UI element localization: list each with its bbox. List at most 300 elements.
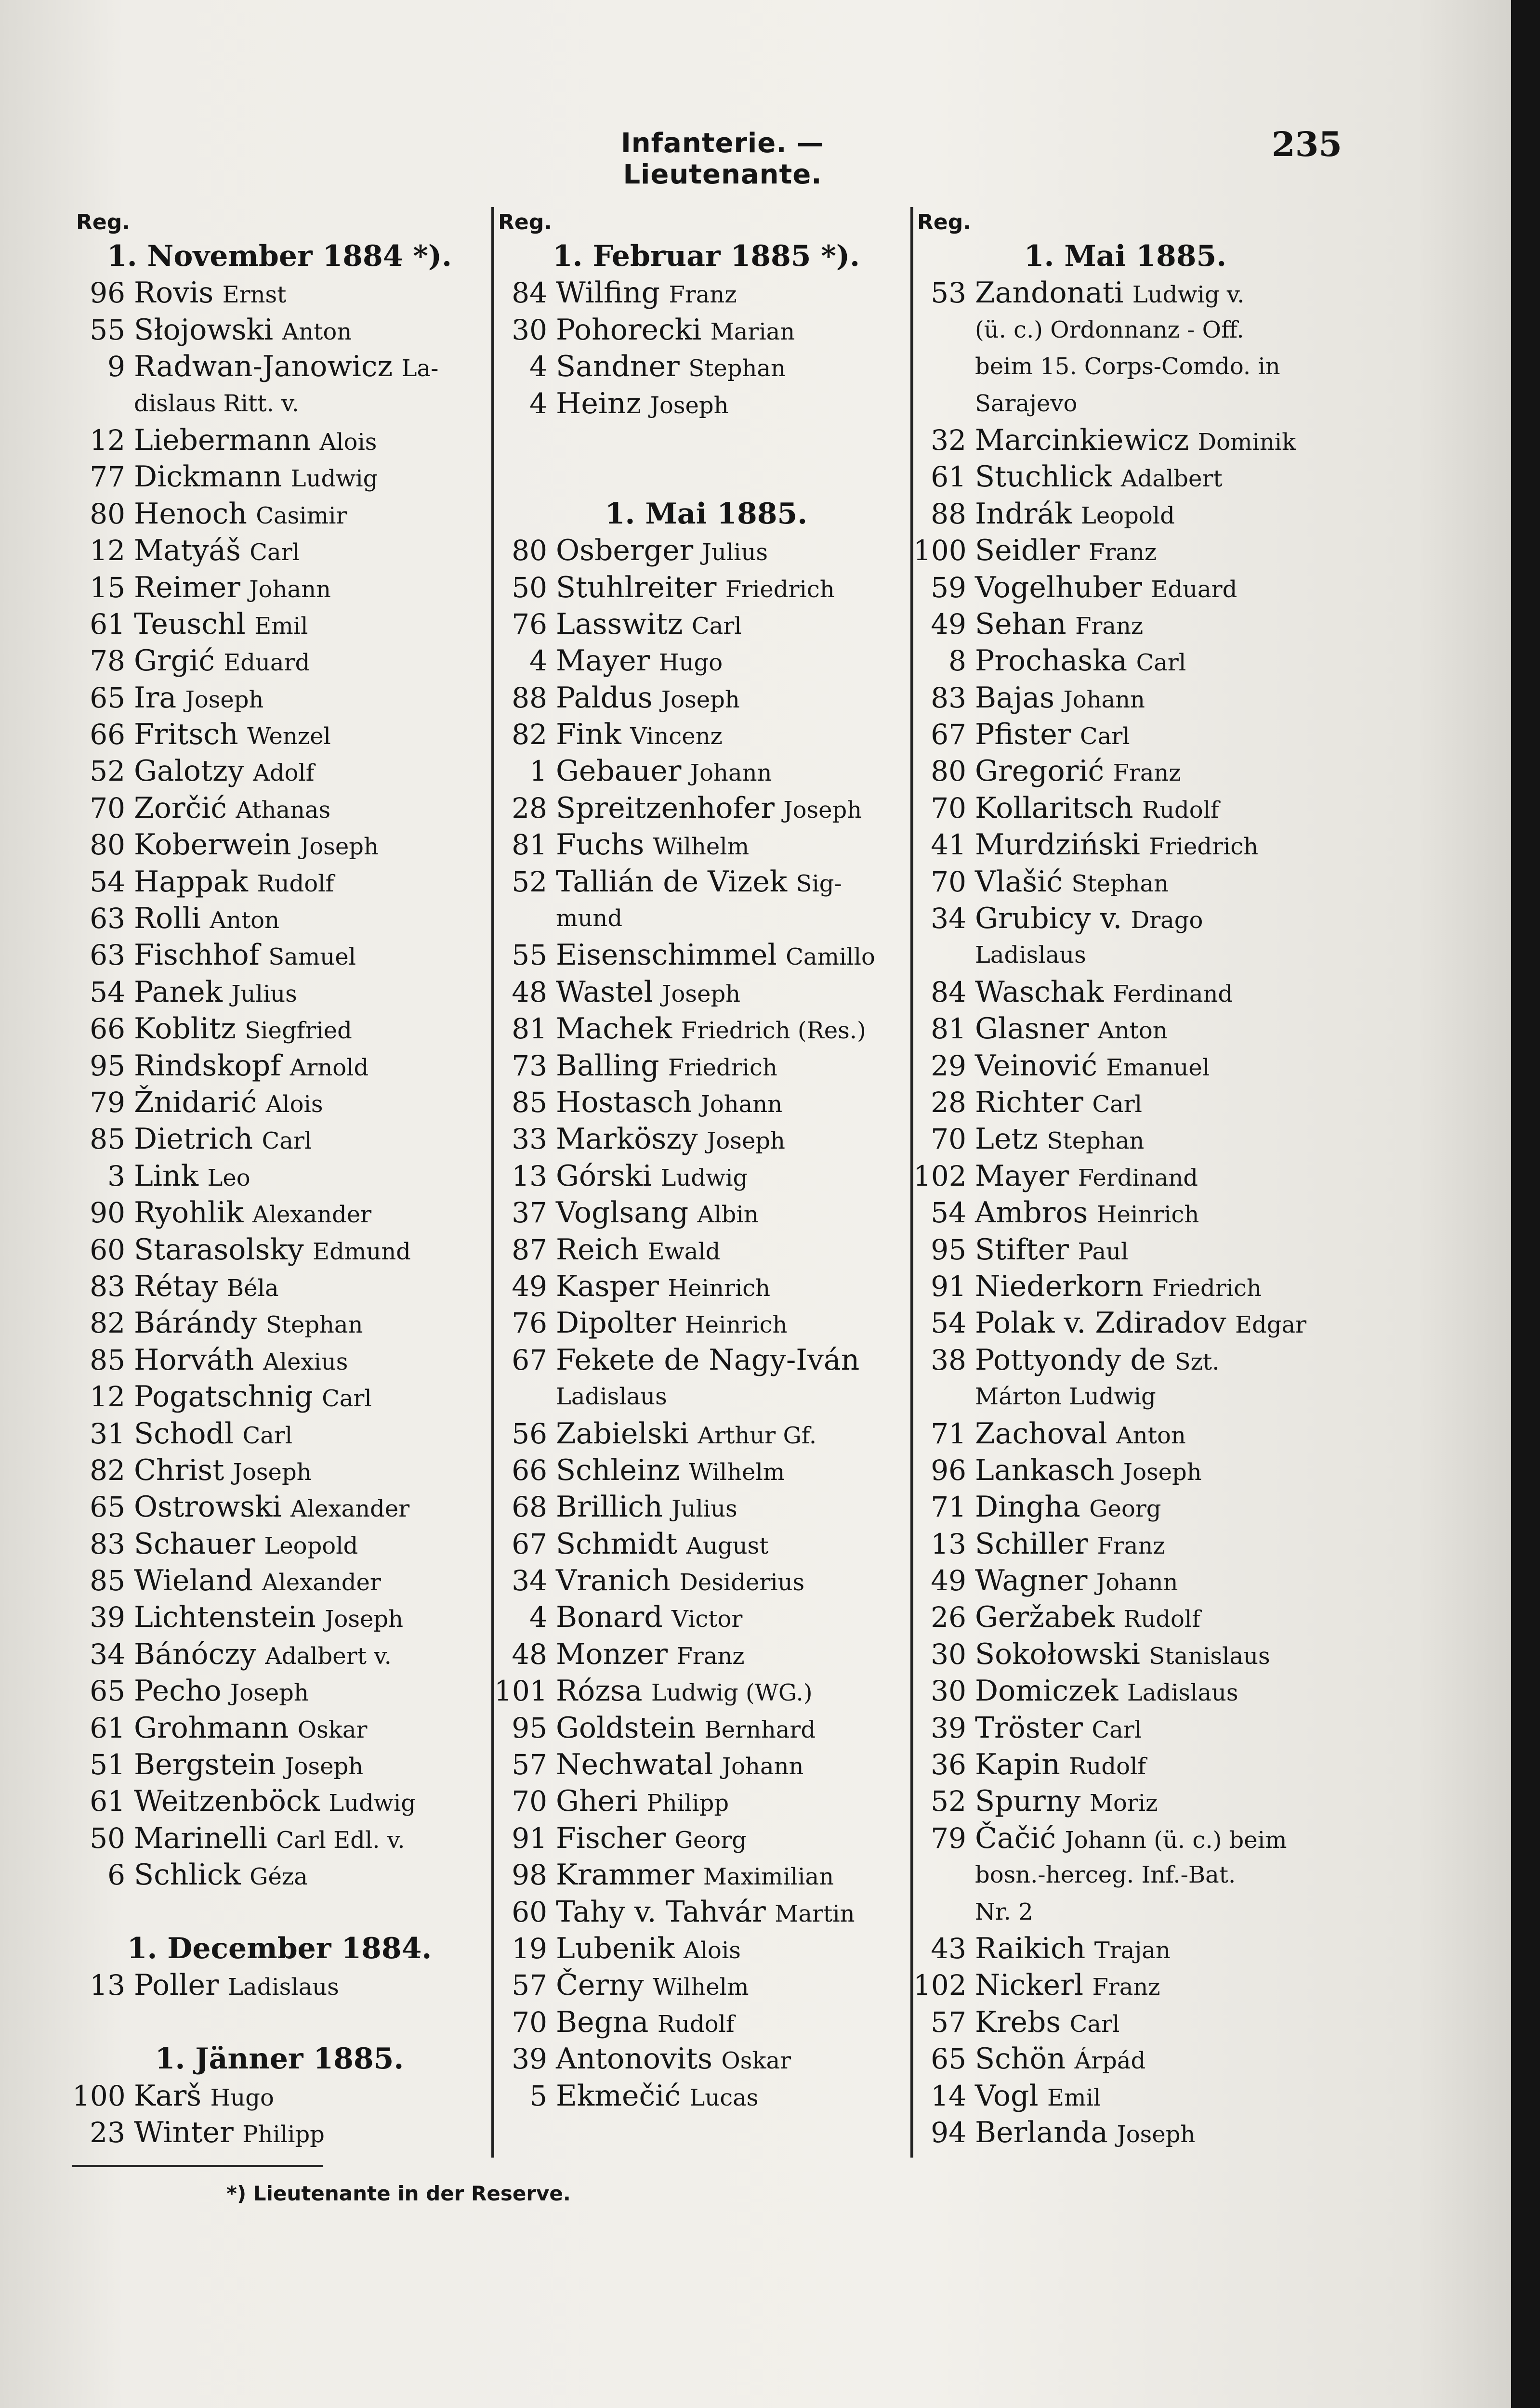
surname: Krebs	[975, 2005, 1061, 2039]
surname: Pogatschnig	[134, 1380, 313, 1414]
entry-continuation: Ladislaus	[556, 1383, 667, 1411]
surname: Mayer	[556, 644, 650, 678]
given-name: Johann	[690, 759, 772, 787]
officer-entry	[913, 1047, 1337, 1084]
officer-entry	[72, 1231, 487, 1268]
given-name: Julius	[671, 1495, 737, 1523]
regiment-number: 96	[90, 276, 125, 310]
given-name: Carl	[1069, 2010, 1120, 2038]
officer-entry	[913, 1268, 1337, 1305]
regiment-number: 13	[931, 1527, 966, 1560]
given-name: Friedrich	[725, 576, 835, 603]
given-name: Rudolf	[1123, 1606, 1201, 1633]
officer-entry	[494, 606, 918, 642]
given-name: Franz	[1092, 1974, 1160, 2001]
regiment-number: 61	[931, 460, 966, 494]
regiment-number: 34	[90, 1637, 125, 1671]
surname: Prochaska	[975, 644, 1128, 678]
regiment-number: 101	[494, 1675, 548, 1708]
surname: Rindskopf	[134, 1048, 281, 1083]
officer-entry	[494, 1857, 918, 1893]
reg-label: Reg.	[76, 210, 130, 235]
date-heading: 1. Mai 1885.	[1024, 239, 1227, 273]
regiment-number: 67	[512, 1527, 547, 1560]
surname: Radwan-Janowicz	[134, 350, 393, 384]
given-name: Alois	[319, 428, 377, 456]
regiment-number: 90	[90, 1196, 125, 1230]
surname: Dingha	[975, 1490, 1080, 1524]
given-name: Joseph	[325, 1606, 404, 1633]
officer-entry	[913, 496, 1337, 532]
regiment-number: 70	[931, 1123, 966, 1156]
officer-entry	[913, 1084, 1337, 1121]
given-name: Lucas	[689, 2084, 759, 2111]
given-name: Ladislaus	[228, 1974, 339, 2001]
regiment-number: 3	[107, 1159, 125, 1192]
officer-entry	[72, 680, 487, 716]
given-name: Ludwig	[660, 1164, 748, 1191]
surname: Fischhof	[134, 938, 260, 972]
officer-entry	[913, 1489, 1337, 1525]
given-name: Samuel	[268, 943, 356, 971]
regiment-number: 49	[931, 607, 966, 641]
surname: Sokołowski	[975, 1637, 1140, 1671]
officer-entry	[494, 1562, 918, 1599]
officer-entry	[72, 900, 487, 937]
regiment-number: 50	[512, 571, 547, 604]
surname: Richter	[975, 1085, 1083, 1119]
surname: Tallián de Vizek	[556, 864, 788, 899]
regiment-number: 80	[90, 497, 125, 530]
surname: Fuchs	[556, 828, 645, 862]
officer-entry	[913, 1967, 1337, 2003]
given-name: Julius	[231, 980, 297, 1008]
given-name: Leopold	[264, 1532, 358, 1559]
regiment-number: 83	[90, 1527, 125, 1560]
surname: Schodl	[134, 1416, 234, 1451]
regiment-number: 41	[931, 828, 966, 862]
regiment-number: 76	[512, 607, 547, 641]
entry-continuation: (ü. c.) Ordonnanz - Off.	[975, 316, 1244, 343]
page-edge-shadow	[1511, 0, 1540, 2408]
given-name: Alois	[684, 1937, 741, 1964]
officer-entry	[494, 974, 918, 1010]
officer-entry	[913, 569, 1337, 606]
regiment-number: 32	[931, 423, 966, 457]
given-name: Stephan	[1047, 1127, 1145, 1155]
officer-entry	[72, 937, 487, 973]
regiment-number: 76	[512, 1307, 547, 1340]
given-name: Carl	[1092, 1716, 1142, 1743]
given-name: Ludwig (WG.)	[651, 1679, 813, 1707]
surname: Schleinz	[556, 1453, 680, 1487]
officer-entry	[72, 1342, 487, 1378]
spacer	[494, 458, 918, 495]
regiment-number: 71	[931, 1417, 966, 1450]
officer-entry	[913, 1010, 1337, 1047]
officer-entry	[913, 1231, 1337, 1268]
officer-entry	[72, 496, 487, 532]
surname: Letz	[975, 1122, 1039, 1156]
given-name: Maximilian	[703, 1863, 834, 1891]
officer-entry	[72, 1526, 487, 1562]
given-name: Heinrich	[1096, 1201, 1199, 1229]
officer-entry	[494, 680, 918, 716]
surname: Fekete de Nagy-Iván	[556, 1343, 860, 1377]
regiment-number: 48	[512, 975, 547, 1008]
surname: Grgić	[134, 644, 215, 678]
officer-entry	[494, 1231, 918, 1268]
officer-entry	[494, 1673, 918, 1709]
surname: Grohmann	[134, 1711, 289, 1745]
officer-entry	[494, 826, 918, 863]
regiment-number: 81	[512, 1012, 547, 1046]
given-name: Franz	[1113, 759, 1181, 787]
given-name: Vincenz	[630, 723, 723, 750]
footnote: *) Lieutenante in der Reserve.	[226, 2182, 571, 2205]
officer-entry	[72, 1158, 487, 1194]
given-name: Wenzel	[247, 723, 331, 750]
surname: Berlanda	[975, 2115, 1108, 2149]
regiment-number: 4	[529, 644, 547, 678]
surname: Vranich	[556, 1564, 671, 1598]
officer-entry	[913, 1305, 1337, 1341]
surname: Machek	[556, 1012, 672, 1046]
regiment-number: 80	[512, 534, 547, 567]
given-name: Siegfried	[245, 1017, 352, 1045]
officer-entry	[72, 458, 487, 495]
officer-entry	[494, 1194, 918, 1231]
surname: Panek	[134, 975, 223, 1009]
given-name: Anton	[210, 907, 279, 934]
surname: Christ	[134, 1453, 224, 1487]
regiment-number: 29	[931, 1049, 966, 1082]
officer-entry	[494, 2078, 918, 2114]
regiment-number: 63	[90, 902, 125, 935]
column-left	[72, 207, 487, 2158]
regiment-number: 91	[931, 1269, 966, 1303]
surname: Čačić	[975, 1821, 1056, 1855]
spacer	[72, 1894, 487, 1930]
regiment-number: 66	[90, 1012, 125, 1046]
regiment-number: 67	[512, 1343, 547, 1376]
officer-entry	[913, 1342, 1337, 1378]
officer-entry	[494, 790, 918, 826]
regiment-number: 9	[107, 350, 125, 383]
officer-entry	[494, 1452, 918, 1489]
surname: Fink	[556, 718, 621, 752]
given-name: La-	[401, 355, 439, 382]
surname: Černy	[556, 1968, 644, 2002]
regiment-number: 80	[90, 828, 125, 862]
officer-entry	[72, 1194, 487, 1231]
given-name: Johann	[249, 576, 331, 603]
surname: Bánóczy	[134, 1637, 256, 1671]
regiment-number: 13	[90, 1969, 125, 2002]
regiment-number: 55	[90, 313, 125, 346]
regiment-number: 4	[529, 387, 547, 420]
surname: Raikich	[975, 1931, 1086, 1965]
regiment-number: 70	[90, 791, 125, 824]
given-name: Ewald	[647, 1238, 721, 1265]
given-name: Leopold	[1081, 502, 1175, 529]
regiment-number: 96	[931, 1453, 966, 1487]
surname: Polak v. Zdiradov	[975, 1306, 1226, 1340]
regiment-number: 85	[90, 1123, 125, 1156]
regiment-number: 57	[512, 1748, 547, 1781]
surname: Antonovits	[556, 2042, 712, 2076]
given-name: Carl Edl. v.	[276, 1826, 405, 1854]
officer-entry	[913, 1820, 1337, 1857]
officer-entry	[913, 1636, 1337, 1673]
given-name: Johann (ü. c.) beim	[1065, 1826, 1287, 1854]
officer-entry	[72, 348, 487, 385]
given-name: Szt.	[1174, 1348, 1220, 1375]
surname: Veinović	[975, 1048, 1097, 1083]
officer-entry	[72, 1857, 487, 1893]
surname: Kapin	[975, 1748, 1060, 1782]
given-name: Adolf	[253, 759, 315, 787]
given-name: Friedrich	[668, 1054, 777, 1081]
officer-entry	[913, 642, 1337, 679]
given-name: Joseph	[230, 1679, 309, 1707]
officer-entry	[494, 1121, 918, 1157]
officer-entry	[72, 1305, 487, 1341]
regiment-number: 49	[512, 1269, 547, 1303]
given-name: Joseph	[233, 1458, 312, 1486]
surname: Starasolsky	[134, 1232, 304, 1267]
officer-entry	[913, 716, 1337, 753]
officer-entry	[72, 790, 487, 826]
given-name: Marian	[710, 318, 795, 345]
regiment-number: 82	[90, 1453, 125, 1487]
officer-entry	[494, 1526, 918, 1562]
given-name: Alexander	[290, 1495, 410, 1523]
officer-entry	[72, 422, 487, 458]
surname: Schön	[975, 2042, 1066, 2076]
date-heading: 1. November 1884 *).	[106, 239, 452, 273]
given-name: Carl	[242, 1422, 293, 1449]
surname: Ostrowski	[134, 1490, 282, 1524]
surname: Poller	[134, 1968, 219, 2002]
given-name: Carl	[691, 612, 742, 640]
surname: Marköszy	[556, 1122, 698, 1156]
surname: Vogelhuber	[975, 570, 1142, 604]
surname: Domiczek	[975, 1674, 1119, 1708]
given-name: Johann	[700, 1090, 783, 1118]
officer-entry	[913, 790, 1337, 826]
given-name: Ferdinand	[1112, 980, 1233, 1008]
surname: Glasner	[975, 1012, 1089, 1046]
surname: Niederkorn	[975, 1269, 1144, 1303]
surname: Bergstein	[134, 1748, 276, 1782]
regiment-number: 71	[931, 1491, 966, 1524]
regiment-number: 1	[529, 755, 547, 788]
officer-entry	[72, 606, 487, 642]
surname: Murdziński	[975, 828, 1140, 862]
surname: Sehan	[975, 607, 1066, 641]
regiment-number: 102	[913, 1969, 967, 2002]
given-name: Desiderius	[679, 1569, 805, 1597]
officer-entry	[72, 864, 487, 900]
surname: Osberger	[556, 534, 694, 568]
given-name: Rudolf	[257, 870, 334, 897]
surname: Koblitz	[134, 1012, 236, 1046]
regiment-number: 82	[512, 718, 547, 751]
given-name: Paul	[1078, 1238, 1129, 1265]
given-name: Ernst	[222, 281, 287, 309]
officer-entry	[72, 716, 487, 753]
regiment-number: 82	[90, 1307, 125, 1340]
regiment-number: 65	[931, 2042, 966, 2076]
given-name: Joseph	[662, 980, 741, 1008]
surname: Seidler	[975, 534, 1080, 568]
officer-entry	[494, 1636, 918, 1673]
regiment-number: 83	[931, 681, 966, 714]
regiment-number: 66	[90, 718, 125, 751]
regiment-number: 66	[512, 1453, 547, 1487]
regiment-number: 4	[529, 350, 547, 383]
given-name: Moriz	[1089, 1790, 1158, 1817]
officer-entry	[72, 1121, 487, 1157]
given-name: Stanislaus	[1149, 1642, 1270, 1670]
regiment-number: 39	[90, 1601, 125, 1634]
surname: Górski	[556, 1159, 652, 1193]
given-name: Arthur Gf.	[698, 1422, 817, 1449]
given-name: Trajan	[1094, 1937, 1171, 1964]
officer-entry	[72, 312, 487, 348]
regiment-number: 70	[512, 2005, 547, 2039]
officer-entry	[494, 1415, 918, 1452]
regiment-number: 83	[90, 1269, 125, 1303]
given-name: Joseph	[661, 686, 740, 713]
regiment-number: 85	[512, 1086, 547, 1119]
officer-entry	[494, 1746, 918, 1783]
regiment-number: 38	[931, 1343, 966, 1376]
regiment-number: 6	[107, 1858, 125, 1892]
surname: Gregorić	[975, 754, 1105, 788]
officer-entry	[913, 1121, 1337, 1157]
surname: Hostasch	[556, 1085, 692, 1119]
regiment-number: 91	[512, 1821, 547, 1855]
regiment-number: 43	[931, 1932, 966, 1965]
regiment-number: 12	[90, 534, 125, 567]
officer-entry	[494, 1305, 918, 1341]
regiment-number: 73	[512, 1049, 547, 1082]
officer-entry	[494, 1783, 918, 1819]
surname: Paldus	[556, 681, 653, 715]
given-name: Oskar	[297, 1716, 368, 1743]
given-name: Ferdinand	[1078, 1164, 1198, 1191]
given-name: Franz	[1097, 1532, 1165, 1559]
officer-entry	[72, 1599, 487, 1636]
regiment-number: 4	[529, 1601, 547, 1634]
surname: Lichtenstein	[134, 1600, 316, 1635]
regiment-number: 70	[931, 865, 966, 898]
surname: Krammer	[556, 1858, 695, 1892]
surname: Mayer	[975, 1159, 1069, 1193]
officer-entry	[72, 1010, 487, 1047]
regiment-number: 12	[90, 423, 125, 457]
given-name: Oskar	[721, 2047, 791, 2075]
surname: Geržabek	[975, 1600, 1115, 1635]
surname: Ekmečić	[556, 2079, 681, 2113]
regiment-number: 34	[512, 1564, 547, 1597]
surname: Pecho	[134, 1674, 222, 1708]
given-name: Edmund	[313, 1238, 411, 1265]
given-name: Martin	[775, 1900, 855, 1927]
surname: Ambros	[975, 1196, 1088, 1230]
surname: Pfister	[975, 718, 1071, 752]
regiment-number: 65	[90, 1675, 125, 1708]
regiment-number: 95	[931, 1233, 966, 1266]
surname: Rózsa	[556, 1674, 643, 1708]
given-name: Carl	[322, 1385, 372, 1413]
given-name: Rudolf	[1142, 796, 1219, 824]
given-name: Wilhelm	[688, 1458, 785, 1486]
given-name: Anton	[1116, 1422, 1186, 1449]
regiment-number: 70	[931, 791, 966, 824]
regiment-number: 50	[90, 1821, 125, 1855]
officer-entry	[494, 1930, 918, 1967]
surname: Dickmann	[134, 460, 282, 494]
officer-entry	[72, 1783, 487, 1819]
surname: Link	[134, 1159, 199, 1193]
given-name: Arnold	[290, 1054, 369, 1081]
officer-entry	[494, 312, 918, 348]
column-lines	[72, 238, 487, 2151]
given-name: Franz	[1089, 539, 1157, 566]
regiment-number: 70	[512, 1785, 547, 1818]
surname: Kasper	[556, 1269, 659, 1303]
given-name: Géza	[250, 1863, 308, 1891]
regiment-number: 55	[512, 939, 547, 972]
given-name: Joseph	[1123, 1458, 1202, 1486]
given-name: Hugo	[210, 2084, 274, 2111]
officer-entry	[913, 1194, 1337, 1231]
regiment-number: 77	[90, 460, 125, 494]
surname: Monzer	[556, 1637, 668, 1671]
officer-entry	[494, 1820, 918, 1857]
officer-entry	[72, 1415, 487, 1452]
spacer	[72, 2004, 487, 2041]
surname: Rétay	[134, 1269, 218, 1303]
regiment-number: 57	[512, 1969, 547, 2002]
regiment-number: 30	[931, 1637, 966, 1671]
officer-entry	[913, 1710, 1337, 1746]
regiment-number: 36	[931, 1748, 966, 1781]
surname: Goldstein	[556, 1711, 696, 1745]
surname: Liebermann	[134, 423, 311, 457]
officer-entry	[494, 1967, 918, 2003]
regiment-number: 94	[931, 2116, 966, 2149]
given-name: Joseph	[783, 796, 862, 824]
regiment-number: 80	[931, 755, 966, 788]
surname: Lankasch	[975, 1453, 1115, 1487]
column-lines	[913, 238, 1337, 2151]
given-name: Árpád	[1074, 2047, 1146, 2075]
officer-entry	[494, 569, 918, 606]
given-name: Wilhelm	[653, 833, 750, 861]
surname: Rolli	[134, 902, 201, 936]
regiment-number: 52	[90, 755, 125, 788]
given-name: Heinrich	[668, 1274, 771, 1302]
regiment-number: 12	[90, 1380, 125, 1413]
surname: Spurny	[975, 1784, 1081, 1819]
officer-entry	[494, 1158, 918, 1194]
surname: Schmidt	[556, 1527, 677, 1561]
given-name: Béla	[226, 1274, 279, 1302]
